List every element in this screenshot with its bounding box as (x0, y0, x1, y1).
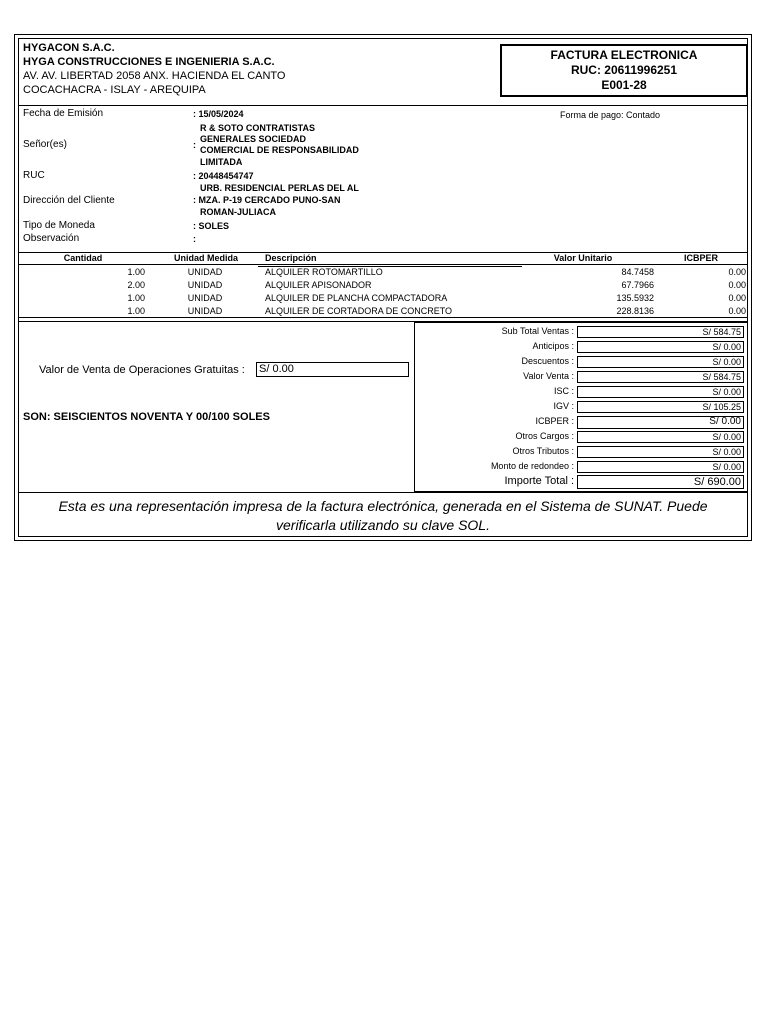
row4-unidad: UNIDAD (187, 306, 223, 316)
th-cantidad: Cantidad (63, 253, 103, 263)
total-valor-icbper: S/ 0.00 (577, 416, 744, 429)
total-valor-importe-total: S/ 690.00 (577, 475, 744, 489)
fecha-label: Fecha de Emisión (23, 108, 104, 119)
factura-box (500, 44, 748, 97)
row3-icbper: 0.00 (728, 293, 746, 303)
total-valor-anticipos: S/ 0.00 (577, 341, 744, 353)
observacion-label: Observación (23, 233, 80, 244)
total-label-subtotal: Sub Total Ventas : (501, 326, 574, 336)
direccion-linea-3: ROMAN-JULIACA (200, 207, 276, 217)
row2-unidad: UNIDAD (187, 280, 223, 290)
moneda-valor: : SOLES (193, 221, 230, 231)
factura-numero: E001-28 (601, 78, 647, 92)
total-label-redondeo: Monto de redondeo : (490, 461, 574, 471)
divider-header (18, 105, 748, 106)
senor-linea-4: LIMITADA (200, 157, 243, 167)
emisor-razon-social: HYGA CONSTRUCCIONES E INGENIERIA S.A.C. (23, 56, 275, 68)
senor-linea-1: R & SOTO CONTRATISTAS (200, 123, 316, 133)
total-label-anticipos: Anticipos : (532, 341, 574, 351)
forma-pago: Forma de pago: Contado (560, 110, 661, 120)
row2-cantidad: 2.00 (127, 280, 145, 290)
total-label-otros-cargos: Otros Cargos : (515, 431, 574, 441)
row3-valor: 135.5932 (616, 293, 654, 303)
total-label-valor-venta: Valor Venta : (523, 371, 574, 381)
th-descripcion: Descripción (265, 253, 317, 263)
emisor-direccion: AV. AV. LIBERTAD 2058 ANX. HACIENDA EL CANTO (23, 70, 286, 82)
total-valor-otros-tributos: S/ 0.00 (577, 446, 744, 458)
items-header-divider (18, 264, 748, 265)
row4-valor: 228.8136 (616, 306, 654, 316)
moneda-label: Tipo de Moneda (23, 220, 95, 231)
footer-nota-sunat (18, 492, 748, 537)
th-valor-unitario: Valor Unitario (553, 253, 613, 263)
footer-line-1: Esta es una representación impresa de la factura electrónica, generada en el Sistema de SUNAT. Puede (58, 498, 708, 514)
ruc-valor: : 20448454747 (193, 171, 254, 181)
total-valor-otros-cargos: S/ 0.00 (577, 431, 744, 443)
row4-icbper: 0.00 (728, 306, 746, 316)
total-valor-igv: S/ 105.25 (577, 401, 744, 413)
direccion-label: Dirección del Cliente (23, 195, 115, 206)
row3-descripcion: ALQUILER DE PLANCHA COMPACTADORA (265, 293, 448, 303)
row1-unidad: UNIDAD (187, 267, 223, 277)
direccion-linea-1: URB. RESIDENCIAL PERLAS DEL AL (200, 183, 359, 193)
row1-cantidad: 1.00 (127, 267, 145, 277)
total-label-icbper: ICBPER : (535, 416, 574, 426)
gratuitas-valor: S/ 0.00 (256, 362, 409, 377)
direccion-linea-2: : MZA. P-19 CERCADO PUNO-SAN (193, 195, 341, 205)
total-label-otros-tributos: Otros Tributos : (512, 446, 574, 456)
senor-linea-2: GENERALES SOCIEDAD (200, 134, 307, 144)
senor-linea-3: COMERCIAL DE RESPONSABILIDAD (200, 145, 359, 155)
row2-valor: 67.7966 (621, 280, 654, 290)
emisor-nombre-comercial: HYGACON S.A.C. (23, 42, 115, 54)
row4-descripcion: ALQUILER DE CORTADORA DE CONCRETO (265, 306, 453, 316)
factura-titulo: FACTURA ELECTRONICA (550, 48, 698, 62)
senor-label: Señor(es) (23, 139, 67, 150)
observacion-valor: : (193, 234, 196, 244)
row1-icbper: 0.00 (728, 267, 746, 277)
th-unidad: Unidad Medida (173, 253, 238, 263)
senor-colon: : (193, 140, 196, 150)
th-icbper: ICBPER (683, 253, 718, 263)
total-label-isc: ISC : (553, 386, 574, 396)
row4-cantidad: 1.00 (127, 306, 145, 316)
total-valor-redondeo: S/ 0.00 (577, 461, 744, 473)
factura-ruc: RUC: 20611996251 (570, 63, 678, 77)
total-label-igv: IGV : (553, 401, 574, 411)
son-monto-letras: SON: SEISCIENTOS NOVENTA Y 00/100 SOLES (23, 411, 270, 423)
fecha-valor: : 15/05/2024 (193, 109, 244, 119)
footer-line-2: verificarla utilizando su clave SOL. (276, 517, 490, 533)
total-valor-subtotal: S/ 584.75 (577, 326, 744, 338)
emisor-ubicacion: COCACHACRA - ISLAY - AREQUIPA (23, 84, 206, 96)
total-valor-valor-venta: S/ 584.75 (577, 371, 744, 383)
ruc-label: RUC (23, 170, 45, 181)
row2-descripcion: ALQUILER APISONADOR (265, 280, 372, 290)
row1-descripcion: ALQUILER ROTOMARTILLO (265, 267, 383, 277)
total-label-descuentos: Descuentos : (521, 356, 574, 366)
row3-cantidad: 1.00 (127, 293, 145, 303)
total-valor-descuentos: S/ 0.00 (577, 356, 744, 368)
gratuitas-label: Valor de Venta de Operaciones Gratuitas : (39, 364, 245, 376)
row2-icbper: 0.00 (728, 280, 746, 290)
total-label-importe-total: Importe Total : (504, 475, 574, 487)
total-valor-isc: S/ 0.00 (577, 386, 744, 398)
row3-unidad: UNIDAD (187, 293, 223, 303)
row1-valor: 84.7458 (621, 267, 654, 277)
